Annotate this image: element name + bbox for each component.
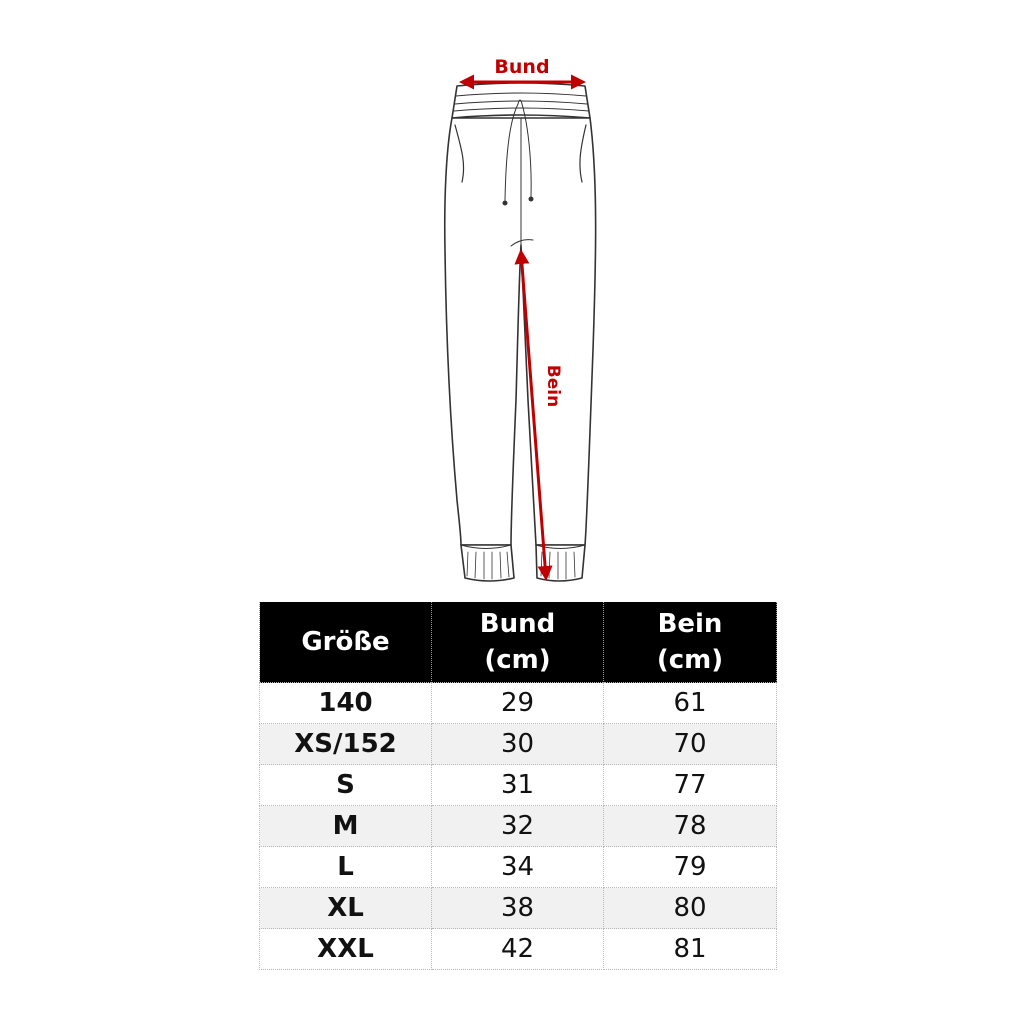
leg-cell: 78	[604, 806, 777, 847]
size-table	[259, 602, 777, 970]
waist-cell: 42	[432, 929, 604, 970]
leg-cell: 80	[604, 888, 777, 929]
header-row	[260, 602, 777, 683]
header-size	[260, 602, 432, 683]
header-leg-unit: (cm)	[656, 645, 724, 675]
waist-cell: 29	[432, 683, 604, 724]
table-row	[260, 929, 777, 970]
header-size-label: Größe	[301, 627, 390, 657]
leg-cell: 77	[604, 765, 777, 806]
waist-cell: 34	[432, 847, 604, 888]
size-cell: L	[260, 847, 432, 888]
waist-cell: 31	[432, 765, 604, 806]
leg-cell: 81	[604, 929, 777, 970]
header-waist-label: Bund	[479, 609, 556, 639]
header-leg	[604, 602, 777, 683]
header-waist	[432, 602, 604, 683]
table-row	[260, 683, 777, 724]
table-row	[260, 724, 777, 765]
size-cell: M	[260, 806, 432, 847]
pants-outline	[445, 118, 596, 545]
table-row	[260, 806, 777, 847]
leg-cell: 61	[604, 683, 777, 724]
leg-label: Bein	[543, 364, 563, 408]
header-leg-label: Bein	[657, 609, 723, 639]
size-cell: S	[260, 765, 432, 806]
size-cell: XL	[260, 888, 432, 929]
size-cell: XXL	[260, 929, 432, 970]
size-cell: XS/152	[260, 724, 432, 765]
waist-cell: 32	[432, 806, 604, 847]
waist-label: Bund	[494, 56, 550, 78]
table-row	[260, 847, 777, 888]
table-row	[260, 765, 777, 806]
waist-cell: 38	[432, 888, 604, 929]
waist-cell: 30	[432, 724, 604, 765]
size-cell: 140	[260, 683, 432, 724]
pants-drawing	[445, 83, 596, 581]
table-row	[260, 888, 777, 929]
header-waist-unit: (cm)	[484, 645, 551, 675]
leg-cell: 70	[604, 724, 777, 765]
leg-cell: 79	[604, 847, 777, 888]
left-cuff	[461, 545, 514, 581]
